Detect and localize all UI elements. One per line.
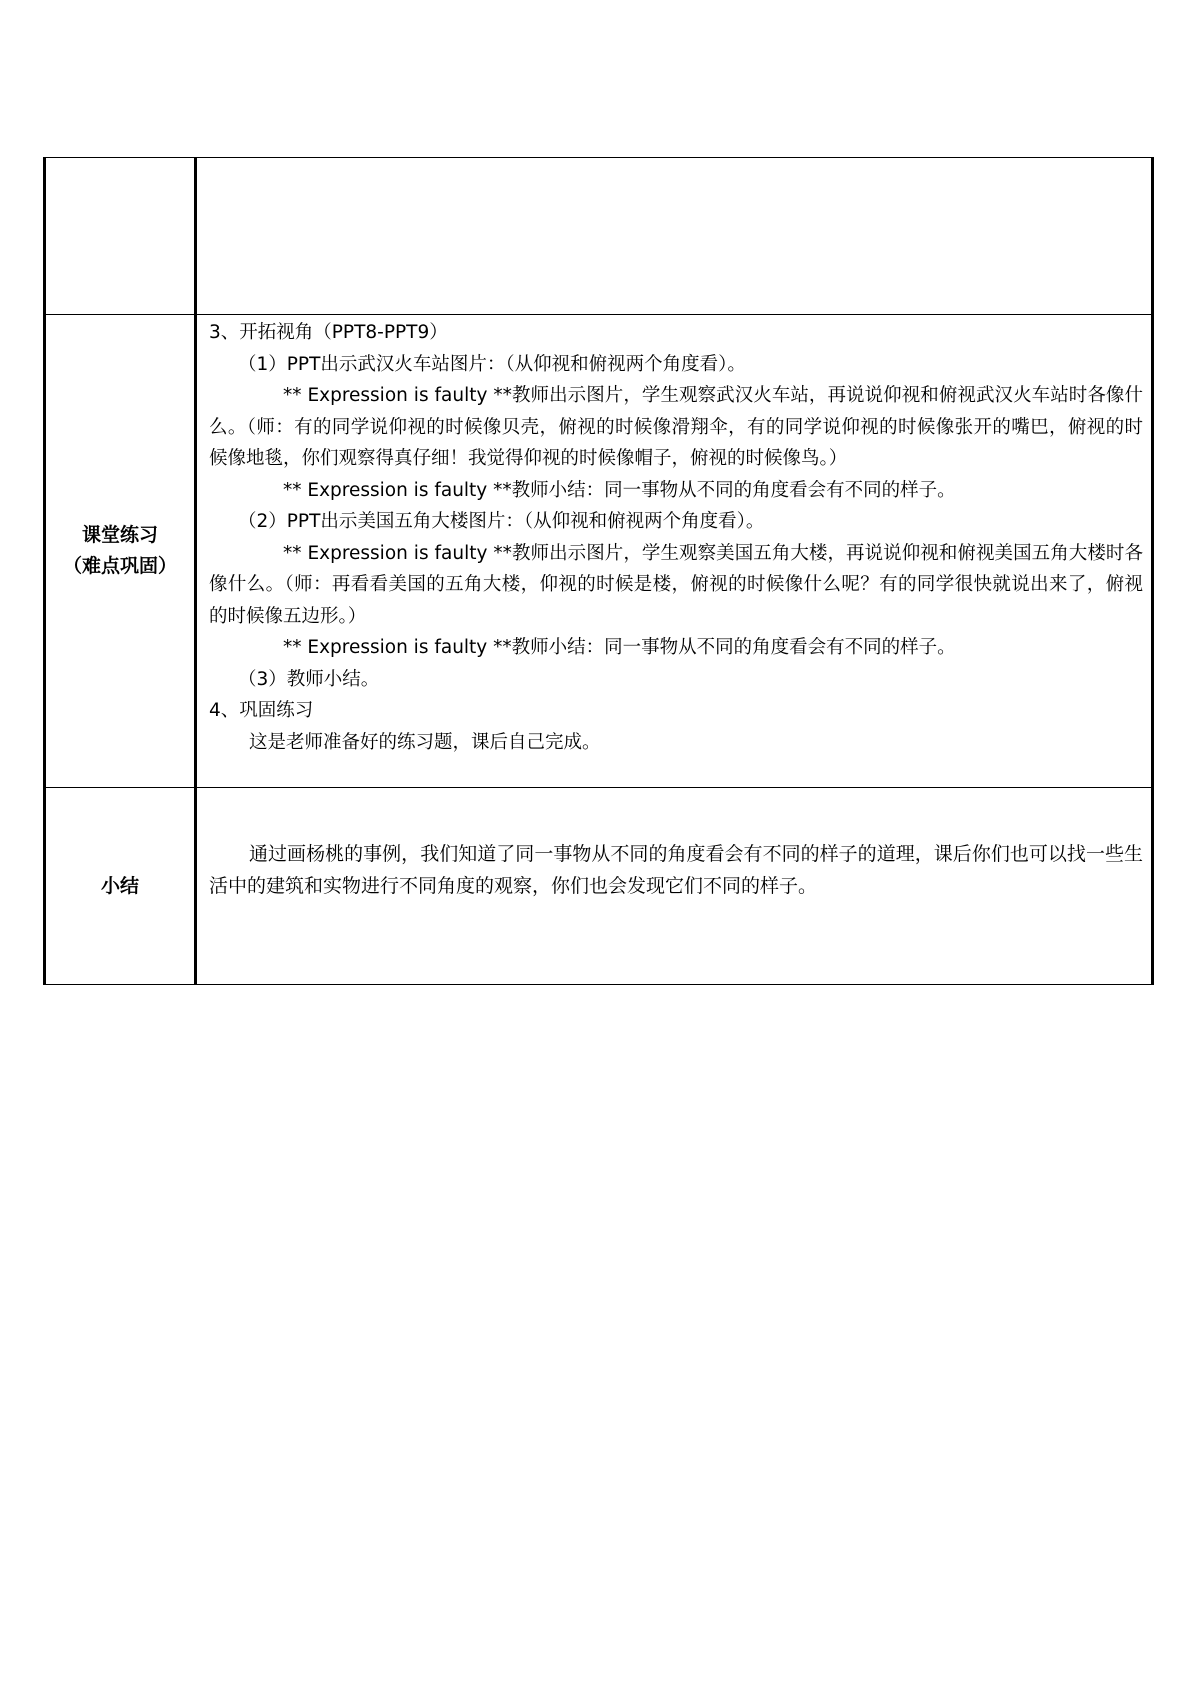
row-label-practice	[45, 315, 196, 788]
item-2-summary: ** Expression is faulty **教师小结：同一事物从不同的角度看会有不同的样子。	[283, 637, 956, 658]
row-content-summary	[196, 788, 1153, 985]
summary-paragraph: 通过画杨桃的事例，我们知道了同一事物从不同的角度看会有不同的样子的道理，课后你们也可以找一些生活中的建筑和实物进行不同角度的观察，你们也会发现它们不同的样子。	[209, 843, 1143, 897]
row-content-practice	[196, 315, 1153, 788]
table-row	[45, 315, 1153, 788]
lesson-plan-table	[43, 157, 1154, 985]
row-label-empty	[45, 158, 196, 315]
section-3-title: 3、开拓视角（PPT8-PPT9）	[209, 322, 448, 343]
item-1-paragraph: ** Expression is faulty **教师出示图片，学生观察武汉火车站，再说说仰视和俯视武汉火车站时各像什么。（师：有的同学说仰视的时候像贝壳，俯视的时候像滑翔伞，有的同学说仰视的时候像张开的嘴巴，俯视的时候像地毯，你们观察得真仔细！我觉得仰视的时候像帽子，俯视的时候像鸟。）	[209, 385, 1143, 469]
row-content-empty	[196, 158, 1153, 315]
section-4-text: 这是老师准备好的练习题，课后自己完成。	[249, 731, 601, 753]
item-1-summary: ** Expression is faulty **教师小结：同一事物从不同的角度看会有不同的样子。	[283, 479, 956, 501]
table-row	[45, 158, 1153, 315]
section-4-title: 4、巩固练习	[209, 700, 314, 721]
label-line-2: （难点巩固）	[62, 555, 177, 577]
item-3: （3）教师小结。	[238, 668, 380, 690]
item-2-paragraph: ** Expression is faulty **教师出示图片，学生观察美国五角大楼，再说说仰视和俯视美国五角大楼时各像什么。（师：再看看美国的五角大楼，仰视的时候是楼，俯视的时候像什么呢？有的同学很快就说出来了，俯视的时候像五边形。）	[209, 542, 1143, 627]
label-line-1: 课堂练习	[81, 524, 158, 546]
table-row	[45, 788, 1153, 985]
summary-label: 小结	[100, 874, 139, 897]
item-2-title: （2）PPT出示美国五角大楼图片：（从仰视和俯视两个角度看）。	[238, 511, 765, 532]
item-1-title: （1）PPT出示武汉火车站图片：（从仰视和俯视两个角度看）。	[238, 353, 746, 375]
row-label-summary	[45, 788, 196, 985]
